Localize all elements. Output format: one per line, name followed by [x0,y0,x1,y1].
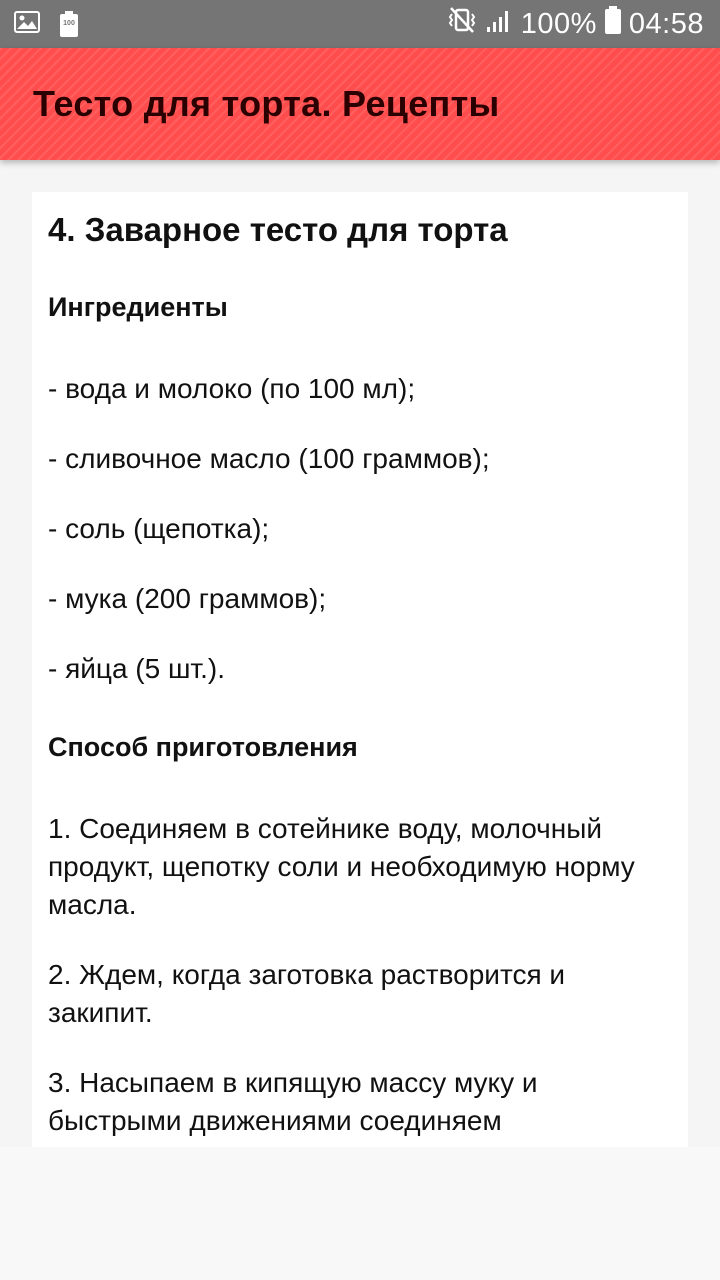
signal-icon [485,7,513,41]
method-heading: Способ приготовления [48,732,358,762]
ingredient-item: - яйца (5 шт.). [48,653,226,684]
status-bar [0,0,720,48]
notification-battery-label: 100 [63,20,75,27]
app-bar [0,48,720,160]
ingredient-item: - мука (200 граммов); [48,583,327,614]
clock: 04:58 [628,7,704,40]
battery-percent: 100% [520,7,597,40]
status-indicators [447,6,704,42]
ingredient-item: - вода и молоко (по 100 мл); [48,373,416,404]
status-notifications [14,11,78,38]
battery-icon [605,6,621,42]
method-step: 1. Соединяем в сотейнике воду, молочный продукт, щепотку соли и необходимую норму масла. [48,813,635,920]
method-step: 2. Ждем, когда заготовка растворится и закипит. [48,959,566,1028]
ingredient-item: - сливочное масло (100 граммов); [48,443,490,474]
battery-full-notification-icon [60,11,78,37]
page-background [0,1147,720,1280]
method-step: 3. Насыпаем в кипящую массу муку и быстрыми движениями соединяем [48,1067,538,1136]
ingredient-item: - соль (щепотка); [48,513,270,544]
ingredients-heading: Ингредиенты [48,292,228,322]
app-title: Тесто для торта. Рецепты [33,83,500,124]
article-title: 4. Заварное тесто для торта [48,211,508,248]
vibrate-mute-icon [447,6,477,42]
article-card[interactable] [32,192,688,1147]
gallery-notification-icon [14,11,40,38]
